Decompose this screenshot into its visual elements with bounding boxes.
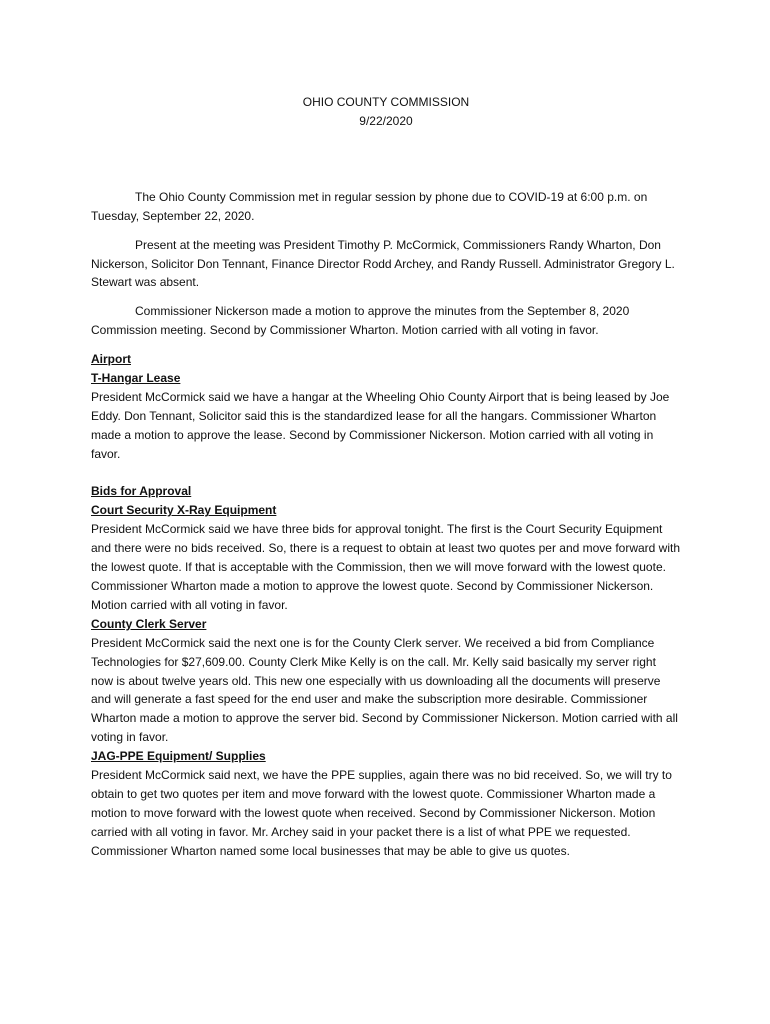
spacer: [91, 464, 681, 483]
subheading-county-clerk-server: County Clerk Server: [91, 616, 207, 631]
intro-paragraph-attendance: Present at the meeting was President Timothy P. McCormick, Commissioners Randy Wharton, Don Nickerson, Solicitor Don Tennant, Finance Director Rodd Archey, and Randy Russell. Administrator Gregory L. Stewart was absent.: [91, 237, 675, 290]
document-date: 9/22/2020: [359, 113, 413, 128]
subheading-court-security: Court Security X-Ray Equipment: [91, 503, 277, 518]
county-clerk-server-paragraph: President McCormick said the next one is for the County Clerk server. We received a bid from Compliance Technologies for $27,609.00. County Clerk Mike Kelly is on the call. Mr. Kelly said basically my server right now is about twelve years old. This new one especially with us downloading all the documents will preserve and will generate a fast speed for the end user and make the subscription more desirable. Commissioner Wharton made a motion to approve the server bid. Second by Commissioner Nickerson. Motion carried with all voting in favor.: [91, 635, 678, 745]
intro-paragraph-minutes-approval: Commissioner Nickerson made a motion to approve the minutes from the September 8, 2020 Commission meeting. Second by Commissioner Wharton. Motion carried with all voting in favor.: [91, 304, 630, 338]
jag-ppe-paragraph: President McCormick said next, we have the PPE supplies, again there was no bid received. So, we will try to obtain to get two quotes per item and move forward with the lowest quote. Commissioner Wharton made a motion to move forward with the lowest quote when received. Second by Commissioner Nickerson. Motion carried with all voting in favor. Mr. Archey said in your packet there is a list of what PPE we requested. Commissioner Wharton named some local businesses that may be able to give us quotes.: [91, 768, 672, 858]
spacer: [91, 131, 681, 188]
document-title: OHIO COUNTY COMMISSION: [302, 95, 470, 109]
intro-paragraph-session: The Ohio County Commission met in regular session by phone due to COVID-19 at 6:00 p.m. on Tuesday, September 22, 2020.: [91, 189, 648, 223]
section-heading-bids: Bids for Approval: [91, 484, 192, 499]
subheading-jag-ppe: JAG-PPE Equipment/ Supplies: [91, 749, 266, 764]
subheading-t-hangar-lease: T-Hangar Lease: [91, 371, 181, 386]
minutes-content: [91, 93, 681, 861]
court-security-paragraph: President McCormick said we have three bids for approval tonight. The first is the Court Security Equipment and there were no bids received. So, there is a request to obtain at least two quotes per and move forward with the lowest quote. If that is acceptable with the Commission, then we will move forward with the lowest quote. Commissioner Wharton made a motion to approve the lowest quote. Second by Commissioner Nickerson. Motion carried with all voting in favor.: [91, 522, 681, 612]
section-heading-airport: Airport: [91, 352, 131, 367]
airport-paragraph: President McCormick said we have a hangar at the Wheeling Ohio County Airport that is being leased by Joe Eddy. Don Tennant, Solicitor said this is the standardized lease for all the hangars. Commissioner Wharton made a motion to approve the lease. Second by Commissioner Nickerson. Motion carried with all voting in favor.: [91, 389, 670, 461]
